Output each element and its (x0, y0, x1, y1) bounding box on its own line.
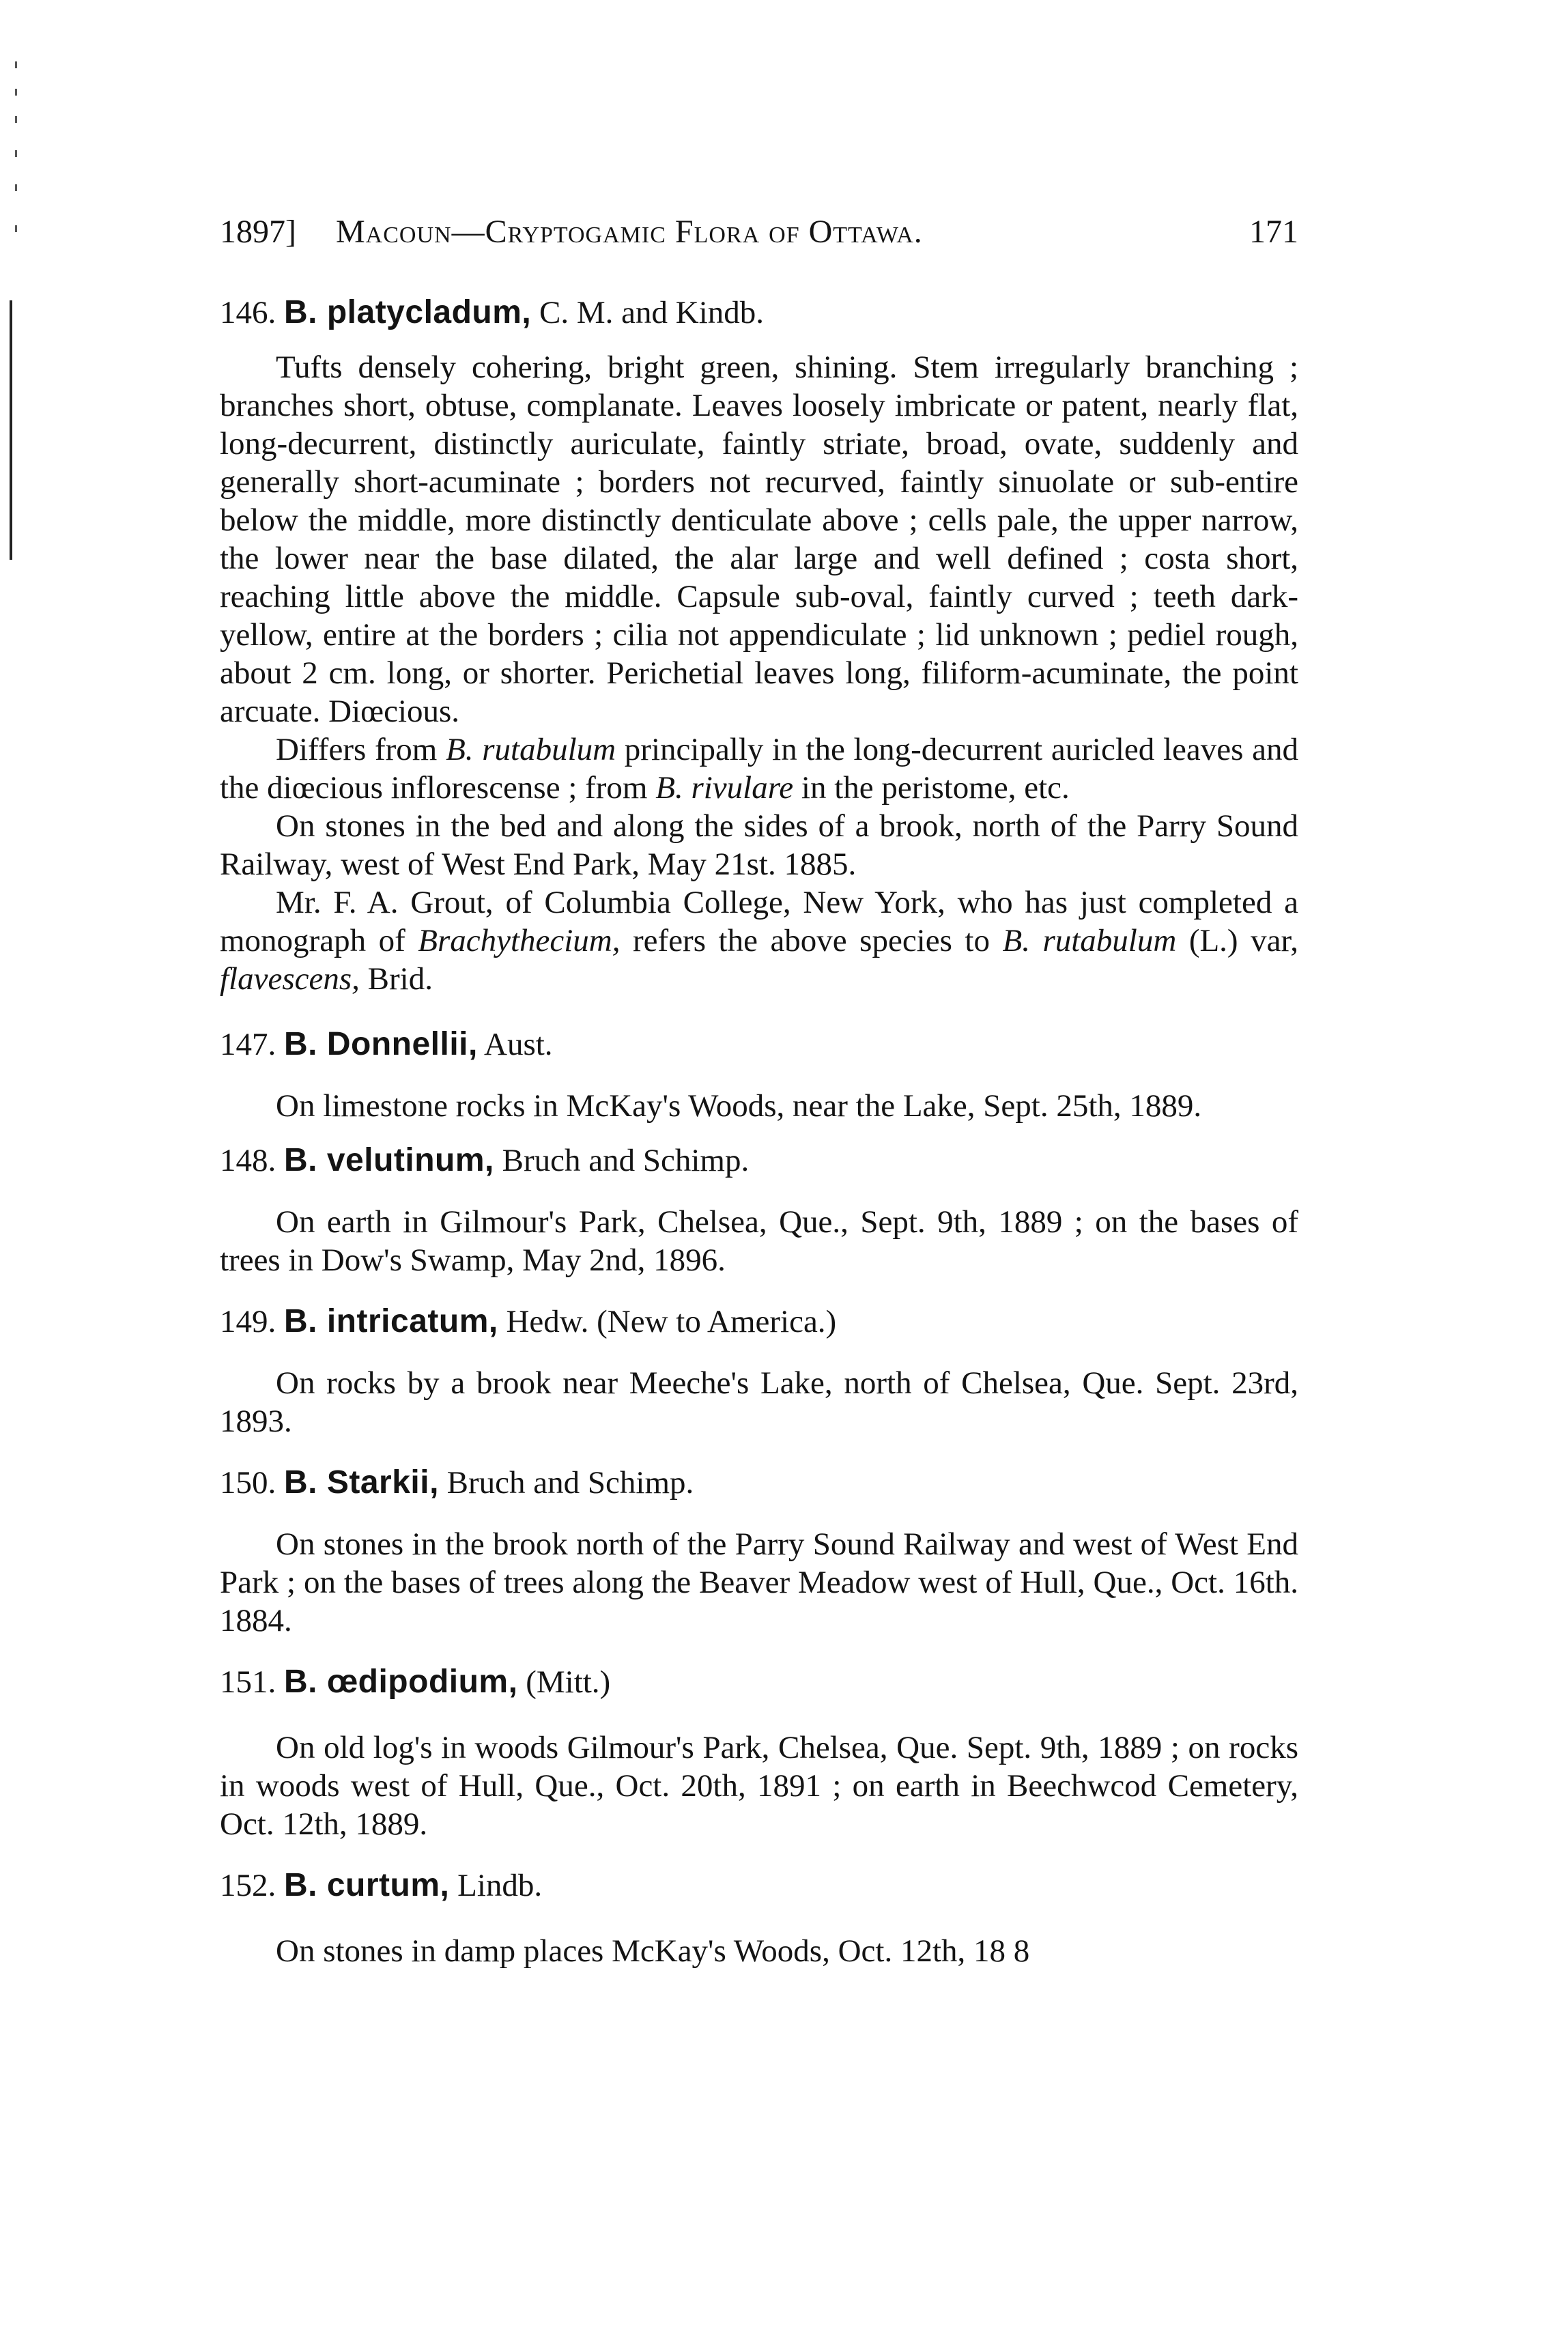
text-run: Mr. F. A. Grout, of Columbia College, New York, who has just completed a monograph of (220, 885, 1298, 958)
entry-number: 147. (220, 1027, 276, 1062)
species-name: B. curtum, (284, 1867, 450, 1903)
species-authority: Aust. (484, 1027, 553, 1062)
page-body (220, 294, 1298, 1970)
entry-heading (220, 1303, 1298, 1341)
italic-run: flavescens, (220, 961, 360, 997)
species-authority: (Mitt.) (526, 1664, 611, 1700)
entry-number: 148. (220, 1143, 276, 1178)
species-authority: Bruch and Schimp. (502, 1143, 750, 1178)
text-run: Brid. (359, 961, 433, 997)
text-run: Differs from (276, 732, 446, 767)
header-year: 1897] (220, 214, 296, 250)
header-title: Macoun—Cryptogamic Flora of Ottawa. (336, 214, 923, 250)
entry-heading (220, 294, 1298, 332)
entry-heading (220, 1464, 1298, 1502)
entry-heading (220, 1141, 1298, 1180)
comparison-paragraph (220, 730, 1298, 807)
species-authority: C. M. and Kindb. (539, 295, 764, 330)
entry-number: 150. (220, 1465, 276, 1501)
margin-rule (10, 300, 12, 560)
locality-paragraph: On earth in Gilmour's Park, Chelsea, Que., Sept. 9th, 1889 ; on the bases of trees in Dow's Swamp, May 2nd, 1896. (220, 1204, 1298, 1278)
margin-specks (15, 61, 20, 266)
locality-paragraph: On stones in damp places McKay's Woods, Oct. 12th, 18 8 (276, 1933, 1030, 1969)
description-paragraph: Tufts densely cohering, bright green, shining. Stem irregularly branching ; branches short, obtuse, complanate. Leaves loosely imbricate or patent, nearly flat, long-decurrent, distinctly auriculate, faintly striate, broad, ovate, suddenly and generally short-acuminate ; borders not recurved, faintly sinuolate or sub-entire below the middle, more distinctly denticulate above ; cells pale, the upper narrow, the lower near the base dilated, the alar large and well defined ; costa short, reaching little above the middle. Capsule sub-oval, faintly curved ; teeth dark-yellow, entire at the borders ; cilia not appendiculate ; lid unknown ; pediel rough, about 2 cm. long, or shorter. Perichetial leaves long, filiform-acuminate, the point arcuate. Diœcious. (220, 350, 1298, 729)
italic-run: B. rutabulum (446, 732, 616, 767)
species-name: B. intricatum, (284, 1303, 498, 1339)
entry-number: 149. (220, 1304, 276, 1339)
species-name: B. Starkii, (284, 1464, 439, 1501)
species-name: B. platycladum, (284, 294, 532, 330)
entry-heading (220, 1663, 1298, 1701)
italic-run: B. rutabulum (1002, 923, 1177, 958)
text-run: principally in the long-decurrent auricled leaves and the diœcious inflorescense ; from (220, 732, 1298, 806)
page-number: 171 (1249, 214, 1298, 250)
note-paragraph (220, 883, 1298, 998)
locality-paragraph: On rocks by a brook near Meeche's Lake, north of Chelsea, Que. Sept. 23rd, 1893. (220, 1365, 1298, 1439)
locality-paragraph: On stones in the brook north of the Parry Sound Railway and west of West End Park ; on the bases of trees along the Beaver Meadow west of Hull, Que., Oct. 16th. 1884. (220, 1526, 1298, 1638)
species-name: B. Donnellii, (284, 1026, 478, 1062)
species-name: B. velutinum, (284, 1142, 494, 1178)
entry-number: 146. (220, 295, 276, 330)
entry-number: 152. (220, 1868, 276, 1903)
locality-paragraph: On old log's in woods Gilmour's Park, Chelsea, Que. Sept. 9th, 1889 ; on rocks in woods west of Hull, Que., Oct. 20th, 1891 ; on earth in Beechwcod Cemetery, Oct. 12th, 1889. (220, 1730, 1298, 1842)
entry-heading (220, 1866, 1298, 1905)
text-run: (L.) var, (1176, 923, 1298, 958)
species-authority: Lindb. (457, 1868, 543, 1903)
text-run: refers the above species to (620, 923, 1003, 958)
species-authority: Hedw. (New to America.) (506, 1304, 837, 1339)
text-run: in the peristome, etc. (793, 770, 1070, 806)
species-authority: Bruch and Schimp. (446, 1465, 694, 1501)
entry-heading (220, 1025, 1298, 1064)
italic-run: B. rivulare (655, 770, 794, 806)
running-header (220, 205, 1298, 259)
entry-number: 151. (220, 1664, 276, 1700)
locality-paragraph: On limestone rocks in McKay's Woods, near the Lake, Sept. 25th, 1889. (276, 1088, 1202, 1124)
species-name: B. œdipodium, (284, 1664, 518, 1700)
italic-run: Brachythecium, (418, 923, 621, 958)
locality-paragraph: On stones in the bed and along the sides of a brook, north of the Parry Sound Railway, west of West End Park, May 21st. 1885. (220, 808, 1298, 882)
